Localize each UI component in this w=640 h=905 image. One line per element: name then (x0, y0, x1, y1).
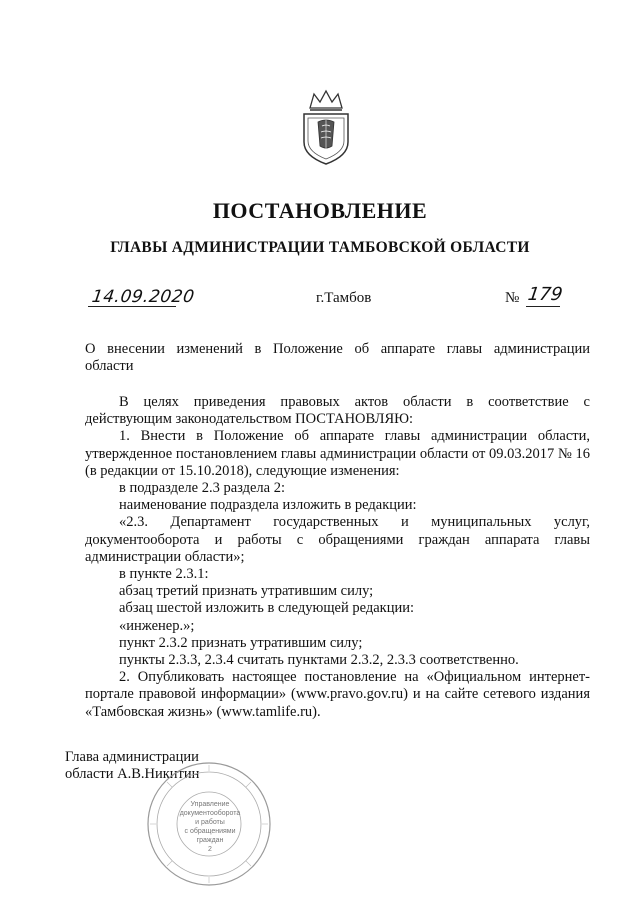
paragraph-new-heading: «2.3. Департамент государственных и муниципальных услуг, документооборота и работы с обращениями граждан аппарата главы администрации области»; (85, 514, 590, 565)
document-body (85, 394, 590, 721)
paragraph-item-1: 1. Внести в Положение об аппарате главы администрации области, утвержденное постановлением главы администрации области от 09.03.2017 № 16 (в редакции от 15.10.2018), следующие изменения: (85, 428, 590, 479)
paragraph-point-231: в пункте 2.3.1: (119, 566, 209, 583)
document-date: 14.09.2020 (90, 287, 196, 307)
subject-line-2: области (85, 358, 134, 374)
signature-name: области А.В.Никитин (65, 766, 200, 782)
document-number: 179 (526, 284, 564, 305)
paragraph-abzac-6: абзац шестой изложить в следующей редакции: (119, 600, 414, 617)
paragraph-preamble: В целях приведения правовых актов области в соответствие с действующим законодательством ПОСТАНОВЛЯЮ: (85, 394, 590, 428)
document-title: ПОСТАНОВЛЕНИЕ (212, 198, 428, 223)
number-underline (526, 306, 560, 307)
date-underline (88, 306, 176, 307)
coat-of-arms-icon (296, 88, 356, 166)
paragraph-renumber: пункты 2.3.3, 2.3.4 считать пунктами 2.3.2, 2.3.3 соответственно. (119, 652, 519, 669)
paragraph-engineer: «инженер.»; (119, 617, 195, 634)
stamp-text: Управление документооборота и работы с обращениями граждан 2 (179, 801, 241, 853)
document-subtitle: ГЛАВЫ АДМИНИСТРАЦИИ ТАМБОВСКОЙ ОБЛАСТИ (110, 239, 530, 256)
subject-line-1: О внесении изменений в Положение об аппарате главы администрации (85, 341, 590, 357)
paragraph-abzac-3: абзац третий признать утратившим силу; (119, 583, 374, 600)
paragraph-item-2: 2. Опубликовать настоящее постановление на «Официальном интернет-портале правовой информации» (www.pravo.gov.ru) и на сайте сетевого издания «Тамбовская жизнь» (www.tamlife.ru). (85, 669, 590, 720)
number-sign: № (505, 290, 520, 306)
document-city: г.Тамбов (316, 290, 372, 306)
signature-position: Глава администрации (65, 749, 199, 765)
paragraph-heading-change: наименование подраздела изложить в редакции: (119, 497, 417, 514)
paragraph-subsection: в подразделе 2.3 раздела 2: (119, 480, 285, 497)
paragraph-point-232: пункт 2.3.2 признать утратившим силу; (119, 634, 363, 651)
